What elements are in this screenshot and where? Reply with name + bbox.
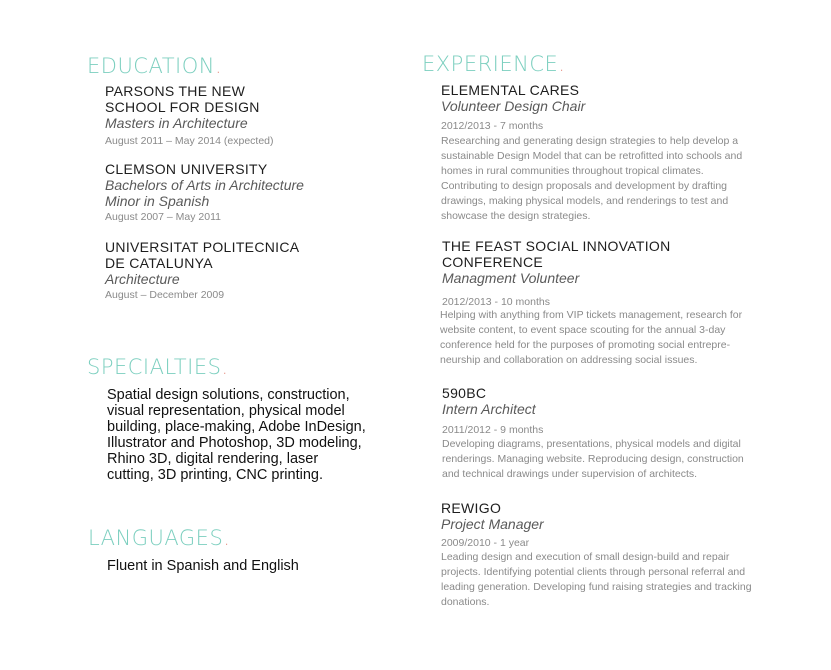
experience-date: 2012/2013 - 7 months xyxy=(441,120,544,132)
experience-entry-rewigo xyxy=(441,500,771,610)
languages-title: LANGUAGES xyxy=(88,526,224,550)
experience-description xyxy=(441,134,771,224)
education-org xyxy=(105,83,274,115)
experience-date: 2011/2012 - 9 months xyxy=(442,424,544,436)
education-entry-parsons xyxy=(105,83,274,148)
degree-line: Bachelors of Arts in Architecture xyxy=(105,177,304,193)
description-line: website content, to event space scouting for the annual 3-day xyxy=(440,324,726,336)
description-line: conference held for the purposes of promoting social entrepre- xyxy=(440,339,731,351)
description-line: sustainable Design Model that can be retrofitted into schools and xyxy=(441,150,743,162)
specialties-line: visual representation, physical model xyxy=(107,403,345,419)
specialties-line: Rhino 3D, digital rendering, laser xyxy=(107,451,319,467)
description-line: leading generation. Developing fund raising strategies and tracking xyxy=(441,581,752,593)
specialties-title: SPECIALTIES xyxy=(87,355,222,379)
org-line: CLEMSON UNIVERSITY xyxy=(105,161,268,177)
education-entry-clemson xyxy=(105,161,304,224)
experience-org xyxy=(442,238,671,270)
experience-date: 2012/2013 - 10 months xyxy=(442,296,550,308)
experience-date: 2009/2010 - 1 year xyxy=(441,537,530,549)
experience-description xyxy=(440,308,770,368)
experience-description xyxy=(441,550,771,610)
experience-org xyxy=(441,500,771,516)
experience-title-dot: . xyxy=(558,52,566,76)
education-degree xyxy=(105,177,304,209)
description-line: drawings, making physical models, and renderings to test and xyxy=(441,195,729,207)
description-line: Contributing to design proposals and development by drafting xyxy=(441,180,728,192)
org-line: PARSONS THE NEW xyxy=(105,83,246,99)
education-org xyxy=(105,161,304,177)
description-line: Helping with anything from VIP tickets management, research for xyxy=(440,309,743,321)
degree-line: Masters in Architecture xyxy=(105,115,248,131)
experience-entry-elemental-cares xyxy=(441,82,771,224)
degree-line: Architecture xyxy=(105,271,180,287)
specialties-text xyxy=(107,387,366,483)
description-line: and technical drawings under supervision of architects. xyxy=(442,468,698,480)
specialties-title-dot: . xyxy=(221,355,229,379)
specialties-line: cutting, 3D printing, CNC printing. xyxy=(107,467,323,483)
org-line: ELEMENTAL CARES xyxy=(441,82,580,98)
org-line: THE FEAST SOCIAL INNOVATION xyxy=(442,238,671,254)
education-entry-upc xyxy=(105,239,299,302)
experience-heading xyxy=(422,52,565,76)
specialties-heading xyxy=(87,355,229,379)
org-line: CONFERENCE xyxy=(442,254,544,270)
org-line: SCHOOL FOR DESIGN xyxy=(105,99,260,115)
education-date: August 2007 – May 2011 xyxy=(105,211,221,223)
experience-role: Managment Volunteer xyxy=(442,270,580,286)
experience-entry-590bc xyxy=(442,385,772,482)
experience-entry-the-feast xyxy=(442,238,671,309)
org-line: DE CATALUNYA xyxy=(105,255,213,271)
description-line: Leading design and execution of small design-build and repair xyxy=(441,551,730,563)
description-line: Researching and generating design strategies to help develop a xyxy=(441,135,739,147)
education-title-dot: . xyxy=(214,54,223,78)
education-degree xyxy=(105,271,299,287)
org-line: UNIVERSITAT POLITECNICA xyxy=(105,239,300,255)
description-line: showcase the design strategies. xyxy=(441,210,591,222)
degree-line: Minor in Spanish xyxy=(105,193,210,209)
org-line: 590BC xyxy=(442,385,487,401)
experience-title: EXPERIENCE xyxy=(422,52,559,76)
description-line: donations. xyxy=(441,596,490,608)
education-degree xyxy=(105,115,274,131)
experience-org xyxy=(442,385,772,401)
description-line: renderings. Managing website. Reproducing design, construction xyxy=(442,453,744,465)
education-title: EDUCATION xyxy=(87,54,215,78)
languages-title-dot: . xyxy=(223,526,231,550)
education-date: August 2011 – May 2014 (expected) xyxy=(105,135,274,147)
education-date: August – December 2009 xyxy=(105,289,225,301)
education-org xyxy=(105,239,299,271)
experience-description xyxy=(442,437,772,482)
description-line: Developing diagrams, presentations, physical models and digital xyxy=(442,438,741,450)
education-heading xyxy=(87,54,222,78)
languages-heading xyxy=(88,526,230,550)
specialties-line: Spatial design solutions, construction, xyxy=(107,387,350,403)
experience-role: Project Manager xyxy=(441,516,544,532)
description-line: projects. Identifying potential clients through personal referral and xyxy=(441,566,746,578)
languages-text: Fluent in Spanish and English xyxy=(107,558,299,574)
specialties-line: building, place-making, Adobe InDesign, xyxy=(107,419,366,435)
org-line: REWIGO xyxy=(441,500,502,516)
specialties-line: Illustrator and Photoshop, 3D modeling, xyxy=(107,435,362,451)
experience-role: Intern Architect xyxy=(442,401,536,417)
description-line: neurship and collaboration on addressing social issues. xyxy=(440,354,698,366)
experience-role: Volunteer Design Chair xyxy=(441,98,586,114)
description-line: homes in rural communities throughout tropical climates. xyxy=(441,165,704,177)
experience-org xyxy=(441,82,771,98)
